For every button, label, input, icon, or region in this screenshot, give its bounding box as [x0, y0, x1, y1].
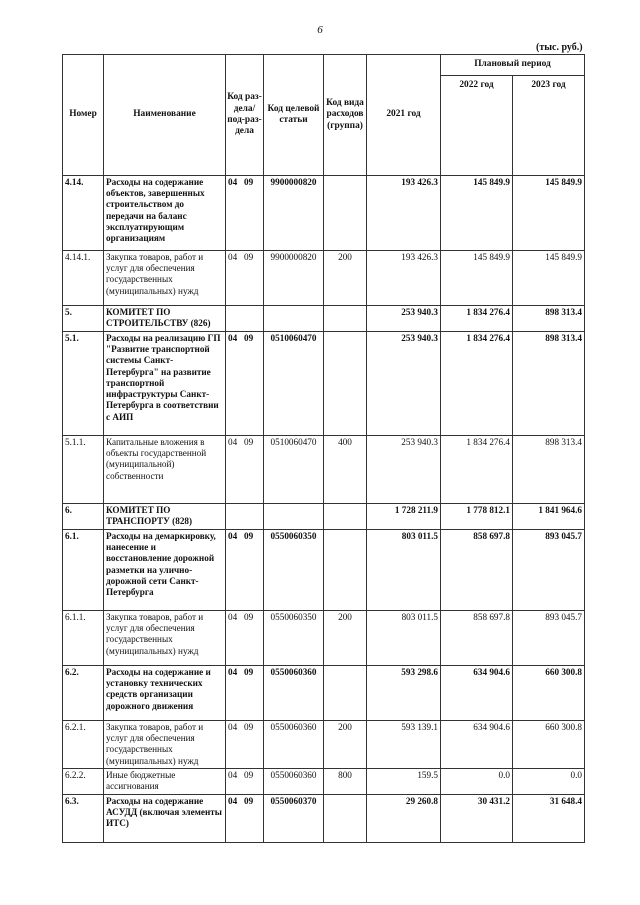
- row-razdel: [226, 666, 264, 721]
- row-razdel-code: 04: [228, 722, 238, 732]
- row-value-2022: 1 834 276.4: [441, 332, 513, 436]
- row-value-2023: 1 841 964.6: [513, 504, 585, 530]
- row-podrazdel-code: 09: [244, 333, 254, 343]
- row-value-2022: 1 834 276.4: [441, 306, 513, 332]
- row-name: Расходы на содержание АСУДД (включая элементы ИТС): [104, 794, 226, 842]
- row-target: 0550060360: [264, 666, 324, 721]
- row-name: Закупка товаров, работ и услуг для обеспечения государственных (муниципальных) нужд: [104, 611, 226, 666]
- row-razdel-code: 04: [228, 667, 238, 677]
- row-razdel: [226, 530, 264, 611]
- row-value-2021: 193 426.3: [367, 251, 441, 306]
- row-razdel-code: 04: [228, 437, 238, 447]
- row-podrazdel-code: 09: [244, 795, 254, 806]
- row-target: 0510060470: [264, 332, 324, 436]
- page-number: 6: [317, 24, 323, 36]
- header-name: Наименование: [104, 55, 226, 176]
- row-expense-type: 200: [324, 251, 367, 306]
- row-razdel: [226, 436, 264, 504]
- units-label: (тыс. руб.): [536, 42, 583, 53]
- row-value-2022: 1 834 276.4: [441, 436, 513, 504]
- row-value-2021: 159.5: [367, 768, 441, 794]
- header-year-2022: 2022 год: [441, 75, 513, 175]
- row-razdel-code: 04: [228, 333, 238, 343]
- row-target: 9900000820: [264, 176, 324, 251]
- table-row: [63, 436, 585, 504]
- row-podrazdel-code: 09: [244, 612, 254, 622]
- row-value-2022: 30 431.2: [441, 794, 513, 842]
- row-podrazdel-code: 09: [244, 531, 254, 541]
- row-expense-type: 200: [324, 721, 367, 769]
- row-number: 6.2.2.: [63, 768, 104, 794]
- row-target: [264, 504, 324, 530]
- row-number: 6.1.: [63, 530, 104, 611]
- row-name: Закупка товаров, работ и услуг для обеспечения государственных (муниципальных) нужд: [104, 721, 226, 769]
- row-expense-type: [324, 306, 367, 332]
- row-razdel: [226, 794, 264, 842]
- header-number: Номер: [63, 55, 104, 176]
- row-target: 0550060360: [264, 768, 324, 794]
- row-name: Закупка товаров, работ и услуг для обеспечения государственных (муниципальных) нужд: [104, 251, 226, 306]
- row-target: 9900000820: [264, 251, 324, 306]
- table-row: [63, 504, 585, 530]
- table-row: [63, 768, 585, 794]
- row-name: Расходы на реализацию ГП "Развитие транспортной системы Санкт-Петербурга" на развитие транспортной инфраструктуры Санкт-Петербурга в соответствии с АИП: [104, 332, 226, 436]
- row-expense-type: 400: [324, 436, 367, 504]
- row-razdel-code: 04: [228, 795, 238, 806]
- row-value-2021: 193 426.3: [367, 176, 441, 251]
- row-value-2021: 1 728 211.9: [367, 504, 441, 530]
- row-value-2023: 145 849.9: [513, 176, 585, 251]
- row-value-2022: 858 697.8: [441, 611, 513, 666]
- row-razdel: [226, 721, 264, 769]
- row-target: 0550060350: [264, 611, 324, 666]
- row-value-2021: 593 298.6: [367, 666, 441, 721]
- row-razdel: [226, 611, 264, 666]
- table-row: [63, 794, 585, 842]
- row-value-2022: 634 904.6: [441, 666, 513, 721]
- row-value-2023: 31 648.4: [513, 794, 585, 842]
- row-name: Иные бюджетные ассигнования: [104, 768, 226, 794]
- header-year-2021: 2021 год: [367, 55, 441, 176]
- row-name: Расходы на содержание и установку технических средств организации дорожного движения: [104, 666, 226, 721]
- row-value-2023: 898 313.4: [513, 332, 585, 436]
- table-header: [63, 55, 585, 176]
- row-expense-type: 800: [324, 768, 367, 794]
- row-razdel-code: 04: [228, 531, 238, 541]
- row-value-2022: 634 904.6: [441, 721, 513, 769]
- row-number: 5.: [63, 306, 104, 332]
- table-row: [63, 251, 585, 306]
- row-value-2023: 893 045.7: [513, 530, 585, 611]
- header-planned-period: Плановый период: [441, 55, 585, 76]
- row-value-2023: 0.0: [513, 768, 585, 794]
- table-row: [63, 666, 585, 721]
- header-target: Код целевой статьи: [264, 55, 324, 176]
- table-row: [63, 176, 585, 251]
- row-podrazdel-code: 09: [244, 437, 254, 447]
- row-target: 0550060370: [264, 794, 324, 842]
- budget-table: [62, 54, 585, 843]
- row-number: 5.1.1.: [63, 436, 104, 504]
- row-number: 6.1.1.: [63, 611, 104, 666]
- table-row: [63, 332, 585, 436]
- header-razdel: Код раз-дела/ под-раз-дела: [226, 55, 264, 176]
- row-name: КОМИТЕТ ПО ТРАНСПОРТУ (828): [104, 504, 226, 530]
- row-value-2021: 253 940.3: [367, 436, 441, 504]
- row-razdel: [226, 768, 264, 794]
- row-number: 4.14.1.: [63, 251, 104, 306]
- row-expense-type: 200: [324, 611, 367, 666]
- row-razdel-code: 04: [228, 769, 238, 780]
- table-row: [63, 530, 585, 611]
- row-name: КОМИТЕТ ПО СТРОИТЕЛЬСТВУ (826): [104, 306, 226, 332]
- row-name: Расходы на содержание объектов, завершенных строительством до передачи на баланс эксплуатирующим организациям: [104, 176, 226, 251]
- table-body: [63, 176, 585, 843]
- row-podrazdel-code: 09: [244, 177, 254, 187]
- row-expense-type: [324, 504, 367, 530]
- row-expense-type: [324, 666, 367, 721]
- row-value-2023: 898 313.4: [513, 306, 585, 332]
- row-razdel: [226, 504, 264, 530]
- table-row: [63, 721, 585, 769]
- row-number: 6.: [63, 504, 104, 530]
- row-value-2021: 593 139.1: [367, 721, 441, 769]
- row-value-2023: 660 300.8: [513, 666, 585, 721]
- row-value-2021: 253 940.3: [367, 332, 441, 436]
- row-target: 0550060360: [264, 721, 324, 769]
- header-year-2023: 2023 год: [513, 75, 585, 175]
- row-podrazdel-code: 09: [244, 252, 254, 262]
- row-value-2022: 1 778 812.1: [441, 504, 513, 530]
- row-razdel-code: 04: [228, 252, 238, 262]
- row-number: 6.3.: [63, 794, 104, 842]
- row-number: 6.2.: [63, 666, 104, 721]
- row-podrazdel-code: 09: [244, 769, 254, 780]
- row-number: 4.14.: [63, 176, 104, 251]
- row-expense-type: [324, 176, 367, 251]
- table-row: [63, 611, 585, 666]
- row-name: Капитальные вложения в объекты государственной (муниципальной) собственности: [104, 436, 226, 504]
- row-number: 5.1.: [63, 332, 104, 436]
- row-razdel: [226, 251, 264, 306]
- row-value-2023: 660 300.8: [513, 721, 585, 769]
- row-razdel: [226, 176, 264, 251]
- row-value-2021: 803 011.5: [367, 611, 441, 666]
- row-expense-type: [324, 332, 367, 436]
- row-target: [264, 306, 324, 332]
- row-podrazdel-code: 09: [244, 667, 254, 677]
- row-value-2021: 29 260.8: [367, 794, 441, 842]
- row-podrazdel-code: 09: [244, 722, 254, 732]
- row-razdel-code: 04: [228, 612, 238, 622]
- row-value-2022: 858 697.8: [441, 530, 513, 611]
- row-expense-type: [324, 530, 367, 611]
- table-row: [63, 306, 585, 332]
- row-value-2023: 893 045.7: [513, 611, 585, 666]
- row-expense-type: [324, 794, 367, 842]
- row-number: 6.2.1.: [63, 721, 104, 769]
- row-value-2022: 145 849.9: [441, 251, 513, 306]
- row-value-2023: 145 849.9: [513, 251, 585, 306]
- row-value-2023: 898 313.4: [513, 436, 585, 504]
- row-target: 0510060470: [264, 436, 324, 504]
- row-razdel: [226, 306, 264, 332]
- header-expense-type: Код вида расходов (группа): [324, 55, 367, 176]
- row-value-2021: 253 940.3: [367, 306, 441, 332]
- row-value-2022: 0.0: [441, 768, 513, 794]
- row-razdel-code: 04: [228, 177, 238, 187]
- row-target: 0550060350: [264, 530, 324, 611]
- row-razdel: [226, 332, 264, 436]
- row-value-2021: 803 011.5: [367, 530, 441, 611]
- row-value-2022: 145 849.9: [441, 176, 513, 251]
- row-name: Расходы на демаркировку, нанесение и восстановление дорожной разметки на улично-дорожной сети Санкт-Петербурга: [104, 530, 226, 611]
